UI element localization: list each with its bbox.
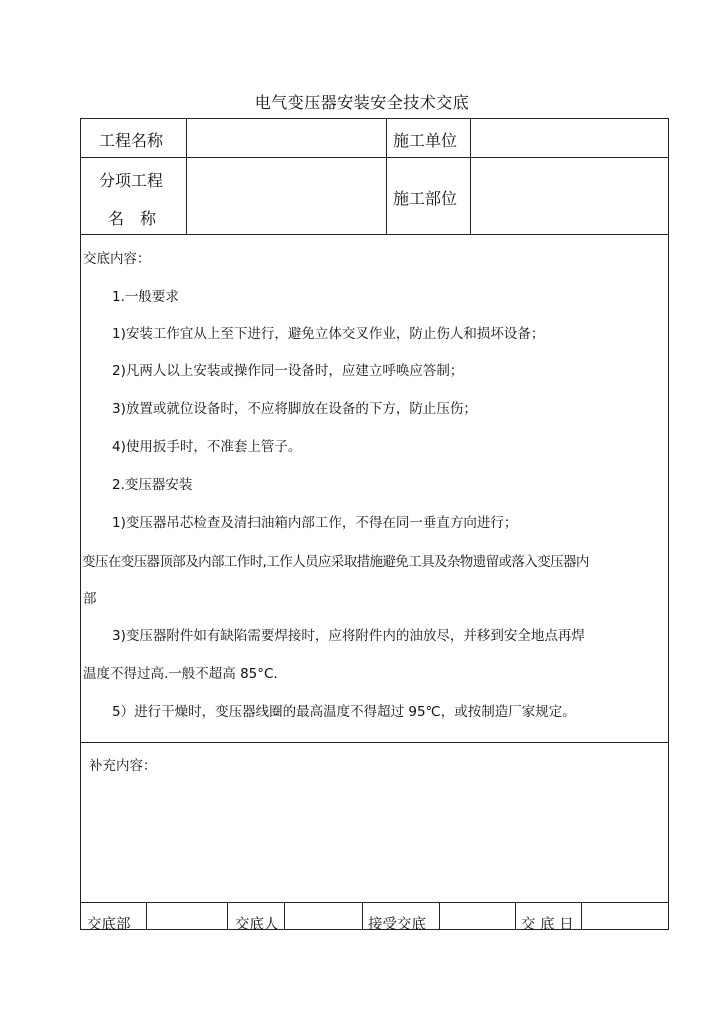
content-line: 2.变压器安装 [112, 477, 193, 493]
content-line: 4)使用扳手时，不准套上管子。 [112, 439, 302, 455]
content-line: 1.一般要求 [112, 289, 179, 305]
footer-divider-2 [227, 902, 228, 930]
footer-dept-value[interactable] [147, 903, 226, 929]
col-divider-1 [186, 119, 187, 234]
row-divider-2 [81, 234, 668, 235]
content-line: 1)安装工作宜从上至下进行，避免立体交叉作业，防止伤人和损坏设备； [112, 326, 545, 342]
construction-part-label: 施工部位 [393, 189, 458, 208]
col-divider-2 [386, 119, 387, 234]
content-line: 部 [83, 591, 97, 607]
project-name-label: 工程名称 [99, 131, 164, 150]
footer-divider-4 [362, 902, 363, 930]
sub-project-label-line2: 名 称 [108, 209, 157, 228]
document-title: 电气变压器安装安全技术交底 [254, 93, 470, 112]
col-divider-3 [470, 119, 471, 234]
footer-issuer-label: 交底人 [235, 917, 279, 933]
content-line: 5）进行干燥时，变压器线圈的最高温度不得超过 95℃，或按制造厂家规定。 [112, 704, 576, 720]
content-line: 3)放置或就位设备时，不应将脚放在设备的下方，防止压伤； [112, 401, 477, 417]
footer-date-value[interactable] [582, 903, 668, 929]
row-divider-3 [81, 742, 668, 743]
sub-project-label-line1: 分项工程 [99, 171, 164, 190]
footer-divider-6 [515, 902, 516, 930]
content-line: 变压在变压器顶部及内部工作时,工作人员应采取措施避免工具及杂物遗留或落入变压器内 [82, 554, 589, 570]
footer-issuer-value[interactable] [285, 903, 361, 929]
construction-unit-label: 施工单位 [393, 131, 458, 150]
content-line: 温度不得过高.一般不超高 85°C. [83, 666, 278, 682]
content-line: 3)变压器附件如有缺陷需要焊接时，应将附件内的油放尽，并移到安全地点再焊 [112, 628, 585, 644]
footer-receiver-label: 接受交底 [368, 917, 426, 933]
supplement-input-area[interactable] [89, 779, 659, 894]
content-line: 1)变压器吊芯检查及清扫油箱内部工作，不得在同一垂直方向进行； [112, 515, 518, 531]
footer-dept-label: 交底部 [87, 917, 131, 933]
row-divider-1 [81, 157, 668, 158]
supplement-heading: 补充内容： [89, 758, 157, 774]
content-line: 2)凡两人以上安装或操作同一设备时，应建立呼唤应答制； [112, 363, 464, 379]
disclosure-form-table [80, 118, 669, 933]
footer-receiver-value[interactable] [440, 903, 514, 929]
content-heading: 交底内容： [83, 251, 151, 267]
footer-date-label: 交 底 日 [521, 917, 574, 933]
